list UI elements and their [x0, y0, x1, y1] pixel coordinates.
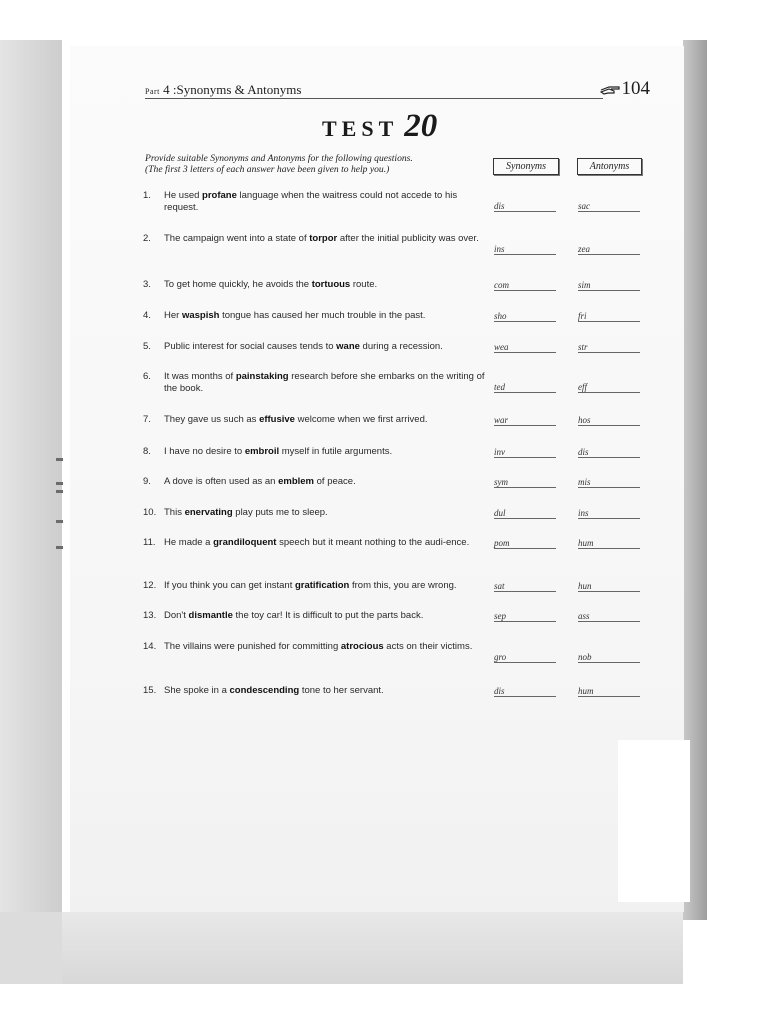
question-item: 6. It was months of painstaking research before she embarks on the writing of the book. ted eff	[143, 371, 633, 401]
synonym-answer-field[interactable]: com	[494, 280, 556, 291]
synonym-answer-field[interactable]: dul	[494, 508, 556, 519]
target-word: grandiloquent	[213, 537, 277, 548]
synonym-answer-field[interactable]: ins	[494, 244, 556, 255]
target-word: wane	[336, 341, 360, 352]
antonym-answer-field[interactable]: eff	[578, 382, 640, 393]
synonym-answer-field[interactable]: sho	[494, 311, 556, 322]
antonym-answer-field[interactable]: sac	[578, 201, 640, 212]
target-word: atrocious	[340, 641, 384, 652]
test-title: TEST 20	[322, 108, 438, 144]
question-text: To get home quickly, he avoids the tortuous route.	[164, 279, 378, 290]
synonym-answer-field[interactable]: gro	[494, 652, 556, 663]
instructions-line-2: (The first 3 letters of each answer have been given to help you.)	[145, 164, 390, 175]
synonym-answer-field[interactable]: war	[494, 415, 556, 426]
antonym-answer-field[interactable]: fri	[578, 311, 640, 322]
question-text: Her waspish tongue has caused her much trouble in the past.	[164, 310, 426, 321]
antonym-answer-field[interactable]: sim	[578, 280, 640, 291]
target-word: torpor	[309, 233, 338, 244]
question-text: The campaign went into a state of torpor after the initial publicity was over.	[164, 233, 479, 244]
antonym-answer-field[interactable]: zea	[578, 244, 640, 255]
question-item: 1. He used profane language when the waitress could not accede to his request. dis sac	[143, 190, 633, 220]
target-word: tortuous	[311, 279, 351, 290]
question-item: 2. The campaign went into a state of torpor after the initial publicity was over. ins zea	[143, 233, 633, 263]
antonym-answer-field[interactable]: hum	[578, 686, 640, 697]
question-text: This enervating play puts me to sleep.	[164, 507, 328, 518]
antonym-answer-field[interactable]: hos	[578, 415, 640, 426]
question-text: The villains were punished for committing atrocious acts on their victims.	[164, 641, 473, 652]
target-word: emblem	[278, 476, 314, 487]
synonym-answer-field[interactable]: sym	[494, 477, 556, 488]
question-text: She spoke in a condescending tone to her servant.	[164, 685, 384, 696]
antonym-answer-field[interactable]: str	[578, 342, 640, 353]
synonyms-column-header: Synonyms	[493, 158, 559, 175]
synonym-answer-field[interactable]: pom	[494, 538, 556, 549]
synonym-answer-field[interactable]: sat	[494, 581, 556, 592]
question-text: Don't dismantle the toy car! It is difficult to put the parts back.	[164, 610, 424, 621]
target-word: embroil	[244, 446, 280, 457]
synonym-answer-field[interactable]: sep	[494, 611, 556, 622]
instructions-line-1: Provide suitable Synonyms and Antonyms for the following questions.	[145, 153, 413, 164]
synonym-answer-field[interactable]: dis	[494, 686, 556, 697]
antonyms-column-header: Antonyms	[577, 158, 642, 175]
target-word: waspish	[181, 310, 220, 321]
antonym-answer-field[interactable]: dis	[578, 447, 640, 458]
target-word: enervating	[184, 507, 233, 518]
question-text: They gave us such as effusive welcome when we first arrived.	[164, 414, 428, 425]
synonym-answer-field[interactable]: wea	[494, 342, 556, 353]
question-text: Public interest for social causes tends to wane during a recession.	[164, 341, 443, 352]
synonym-answer-field[interactable]: ted	[494, 382, 556, 393]
antonym-answer-field[interactable]: hum	[578, 538, 640, 549]
page-number: 104	[600, 78, 651, 100]
target-word: effusive	[259, 414, 295, 425]
target-word: gratification	[294, 580, 350, 591]
target-word: condescending	[229, 685, 300, 696]
target-word: painstaking	[235, 371, 289, 382]
question-item: 14. The villains were punished for committing atrocious acts on their victims. gro nob	[143, 641, 633, 671]
antonym-answer-field[interactable]: mis	[578, 477, 640, 488]
question-item: 8. I have no desire to embroil myself in futile arguments. inv dis	[143, 446, 633, 476]
antonym-answer-field[interactable]: nob	[578, 652, 640, 663]
synonym-answer-field[interactable]: inv	[494, 447, 556, 458]
question-item: 5. Public interest for social causes tends to wane during a recession. wea str	[143, 341, 633, 371]
question-item: 12. If you think you can get instant gratification from this, you are wrong. sat hun	[143, 580, 633, 610]
question-text: He made a grandiloquent speech but it meant nothing to the audi-ence.	[164, 537, 470, 548]
question-text: It was months of painstaking research before she embarks on the writing of the book.	[164, 371, 485, 394]
question-item: 3. To get home quickly, he avoids the tortuous route. com sim	[143, 279, 633, 309]
part-label: Part 4 :Synonyms & Antonyms	[145, 82, 302, 97]
question-item: 7. They gave us such as effusive welcome when we first arrived. war hos	[143, 414, 633, 444]
antonym-answer-field[interactable]: hun	[578, 581, 640, 592]
question-item: 4. Her waspish tongue has caused her much trouble in the past. sho fri	[143, 310, 633, 340]
question-item: 13. Don't dismantle the toy car! It is difficult to put the parts back. sep ass	[143, 610, 633, 640]
question-item: 9. A dove is often used as an emblem of peace. sym mis	[143, 476, 633, 506]
part-title: :Synonyms & Antonyms	[172, 82, 302, 97]
synonym-answer-field[interactable]: dis	[494, 201, 556, 212]
target-word: profane	[202, 190, 237, 201]
antonym-answer-field[interactable]: ins	[578, 508, 640, 519]
question-item: 10. This enervating play puts me to sleep. dul ins	[143, 507, 633, 537]
question-text: I have no desire to embroil myself in futile arguments.	[164, 446, 393, 457]
target-word: dismantle	[188, 610, 233, 621]
question-text: A dove is often used as an emblem of peace.	[164, 476, 356, 487]
question-text: If you think you can get instant gratification from this, you are wrong.	[164, 580, 457, 591]
antonym-answer-field[interactable]: ass	[578, 611, 640, 622]
question-item: 11. He made a grandiloquent speech but it meant nothing to the audi-ence. pom hum	[143, 537, 633, 567]
question-item: 15. She spoke in a condescending tone to her servant. dis hum	[143, 685, 633, 715]
question-text: He used profane language when the waitress could not accede to his request.	[164, 190, 458, 213]
